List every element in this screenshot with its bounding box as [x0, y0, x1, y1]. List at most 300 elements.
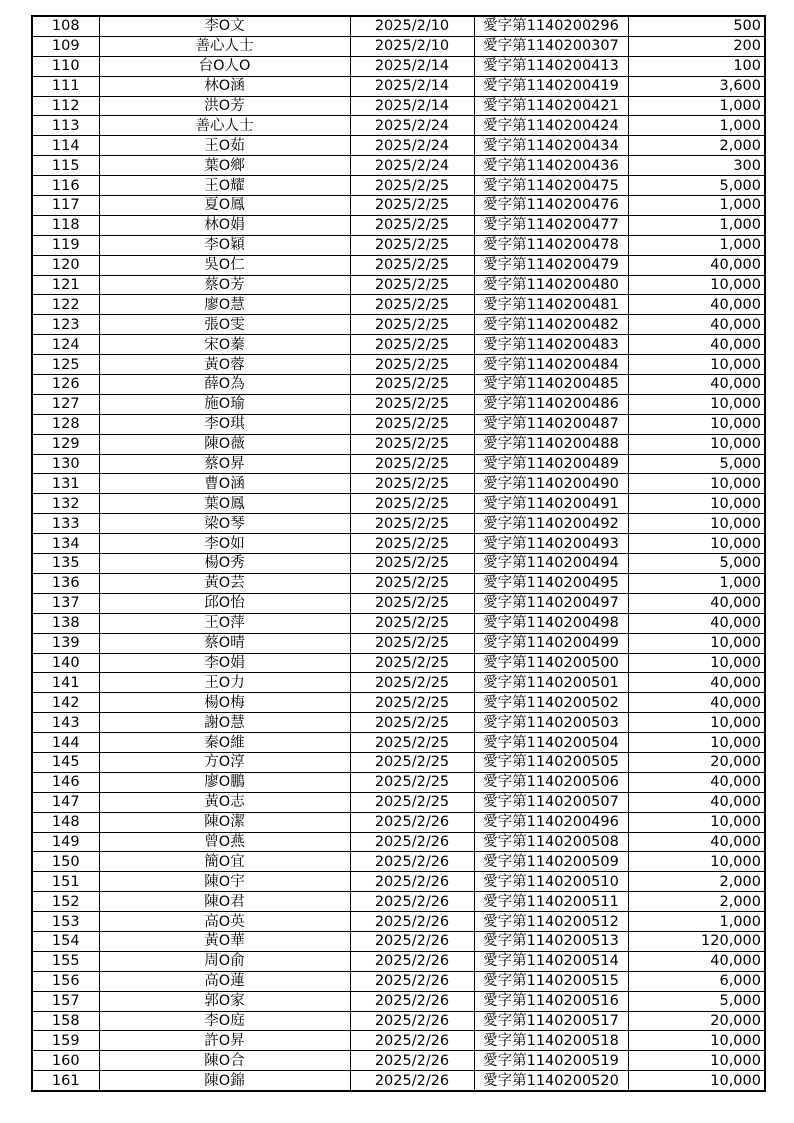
- table-row: [32, 295, 765, 315]
- donation-date: 2025/2/25: [350, 752, 474, 772]
- donation-date: 2025/2/25: [350, 434, 474, 454]
- donor-name: 謝O慧: [99, 713, 350, 733]
- donation-date: 2025/2/26: [350, 971, 474, 991]
- donor-name: 林O娟: [99, 215, 350, 235]
- table-row: [32, 1071, 765, 1091]
- donation-date: 2025/2/26: [350, 931, 474, 951]
- table-row: [32, 554, 765, 574]
- donor-name: 許O昇: [99, 1031, 350, 1051]
- donation-date: 2025/2/26: [350, 951, 474, 971]
- donation-date: 2025/2/25: [350, 593, 474, 613]
- donation-amount: 1,000: [628, 215, 765, 235]
- receipt-number: 愛字第1140200500: [474, 653, 628, 673]
- donation-amount: 10,000: [628, 633, 765, 653]
- donor-name: 廖O慧: [99, 295, 350, 315]
- row-number: 122: [32, 295, 99, 315]
- donation-date: 2025/2/26: [350, 812, 474, 832]
- donation-amount: 40,000: [628, 295, 765, 315]
- row-number: 118: [32, 215, 99, 235]
- donor-name: 郭O家: [99, 991, 350, 1011]
- donation-amount: 10,000: [628, 733, 765, 753]
- donation-date: 2025/2/25: [350, 275, 474, 295]
- receipt-number: 愛字第1140200482: [474, 315, 628, 335]
- donation-amount: 100: [628, 56, 765, 76]
- table-row: [32, 375, 765, 395]
- donation-date: 2025/2/25: [350, 335, 474, 355]
- row-number: 157: [32, 991, 99, 1011]
- donor-name: 台O人O: [99, 56, 350, 76]
- receipt-number: 愛字第1140200475: [474, 176, 628, 196]
- donor-name: 曾O燕: [99, 832, 350, 852]
- receipt-number: 愛字第1140200506: [474, 772, 628, 792]
- donation-date: 2025/2/25: [350, 673, 474, 693]
- row-number: 120: [32, 255, 99, 275]
- donor-name: 薛O為: [99, 375, 350, 395]
- donor-name: 王O力: [99, 673, 350, 693]
- table-row: [32, 971, 765, 991]
- receipt-number: 愛字第1140200503: [474, 713, 628, 733]
- receipt-number: 愛字第1140200483: [474, 335, 628, 355]
- donation-amount: 10,000: [628, 1071, 765, 1091]
- donor-name: 黃O志: [99, 792, 350, 812]
- donation-amount: 40,000: [628, 613, 765, 633]
- receipt-number: 愛字第1140200434: [474, 136, 628, 156]
- donation-date: 2025/2/14: [350, 56, 474, 76]
- donation-amount: 5,000: [628, 176, 765, 196]
- donation-amount: 2,000: [628, 136, 765, 156]
- donation-amount: 5,000: [628, 554, 765, 574]
- donor-name: 李O如: [99, 534, 350, 554]
- row-number: 139: [32, 633, 99, 653]
- donation-amount: 1,000: [628, 912, 765, 932]
- donation-amount: 40,000: [628, 255, 765, 275]
- receipt-number: 愛字第1140200424: [474, 116, 628, 136]
- donation-amount: 20,000: [628, 1011, 765, 1031]
- table-row: [32, 991, 765, 1011]
- donor-name: 李O穎: [99, 235, 350, 255]
- receipt-number: 愛字第1140200477: [474, 215, 628, 235]
- donation-amount: 10,000: [628, 394, 765, 414]
- donation-amount: 1,000: [628, 96, 765, 116]
- row-number: 142: [32, 693, 99, 713]
- receipt-number: 愛字第1140200494: [474, 554, 628, 574]
- row-number: 130: [32, 454, 99, 474]
- donation-date: 2025/2/25: [350, 355, 474, 375]
- receipt-number: 愛字第1140200493: [474, 534, 628, 554]
- table-row: [32, 16, 765, 36]
- donor-name: 施O瑜: [99, 394, 350, 414]
- receipt-number: 愛字第1140200501: [474, 673, 628, 693]
- table-row: [32, 56, 765, 76]
- donation-date: 2025/2/25: [350, 733, 474, 753]
- donation-date: 2025/2/25: [350, 534, 474, 554]
- table-row: [32, 176, 765, 196]
- receipt-number: 愛字第1140200496: [474, 812, 628, 832]
- donation-amount: 10,000: [628, 534, 765, 554]
- receipt-number: 愛字第1140200516: [474, 991, 628, 1011]
- table-row: [32, 593, 765, 613]
- donor-name: 方O淳: [99, 752, 350, 772]
- receipt-number: 愛字第1140200490: [474, 474, 628, 494]
- donor-name: 陳O君: [99, 892, 350, 912]
- donation-date: 2025/2/25: [350, 215, 474, 235]
- table-row: [32, 275, 765, 295]
- table-row: [32, 772, 765, 792]
- table-row: [32, 315, 765, 335]
- donor-name: 黃O芸: [99, 573, 350, 593]
- receipt-number: 愛字第1140200513: [474, 931, 628, 951]
- row-number: 116: [32, 176, 99, 196]
- receipt-number: 愛字第1140200296: [474, 16, 628, 36]
- donation-date: 2025/2/25: [350, 474, 474, 494]
- donation-amount: 1,000: [628, 196, 765, 216]
- receipt-number: 愛字第1140200504: [474, 733, 628, 753]
- receipt-number: 愛字第1140200509: [474, 852, 628, 872]
- receipt-number: 愛字第1140200481: [474, 295, 628, 315]
- donor-name: 葉O鳳: [99, 494, 350, 514]
- donation-date: 2025/2/26: [350, 852, 474, 872]
- table-row: [32, 215, 765, 235]
- donor-name: 善心人士: [99, 36, 350, 56]
- donation-amount: 40,000: [628, 315, 765, 335]
- donor-name: 周O俞: [99, 951, 350, 971]
- table-row: [32, 832, 765, 852]
- table-row: [32, 653, 765, 673]
- donation-date: 2025/2/25: [350, 693, 474, 713]
- donor-name: 王O萍: [99, 613, 350, 633]
- donation-date: 2025/2/25: [350, 255, 474, 275]
- receipt-number: 愛字第1140200507: [474, 792, 628, 812]
- donor-name: 楊O秀: [99, 554, 350, 574]
- donation-date: 2025/2/26: [350, 1031, 474, 1051]
- receipt-number: 愛字第1140200484: [474, 355, 628, 375]
- row-number: 152: [32, 892, 99, 912]
- donor-name: 秦O維: [99, 733, 350, 753]
- donation-date: 2025/2/25: [350, 554, 474, 574]
- donation-amount: 10,000: [628, 514, 765, 534]
- donation-amount: 40,000: [628, 832, 765, 852]
- row-number: 156: [32, 971, 99, 991]
- table-row: [32, 156, 765, 176]
- receipt-number: 愛字第1140200497: [474, 593, 628, 613]
- donation-date: 2025/2/25: [350, 653, 474, 673]
- row-number: 109: [32, 36, 99, 56]
- row-number: 136: [32, 573, 99, 593]
- receipt-number: 愛字第1140200517: [474, 1011, 628, 1031]
- receipt-number: 愛字第1140200508: [474, 832, 628, 852]
- donation-date: 2025/2/25: [350, 196, 474, 216]
- donation-amount: 10,000: [628, 1051, 765, 1071]
- receipt-number: 愛字第1140200520: [474, 1071, 628, 1091]
- row-number: 137: [32, 593, 99, 613]
- donor-name: 梁O琴: [99, 514, 350, 534]
- table-row: [32, 394, 765, 414]
- row-number: 126: [32, 375, 99, 395]
- row-number: 145: [32, 752, 99, 772]
- donor-name: 洪O芳: [99, 96, 350, 116]
- receipt-number: 愛字第1140200476: [474, 196, 628, 216]
- donation-amount: 40,000: [628, 951, 765, 971]
- donor-name: 陳O潔: [99, 812, 350, 832]
- donation-table: [31, 15, 766, 1092]
- receipt-number: 愛字第1140200480: [474, 275, 628, 295]
- receipt-number: 愛字第1140200514: [474, 951, 628, 971]
- donation-amount: 1,000: [628, 116, 765, 136]
- table-row: [32, 852, 765, 872]
- table-row: [32, 335, 765, 355]
- donation-date: 2025/2/24: [350, 116, 474, 136]
- row-number: 146: [32, 772, 99, 792]
- donor-name: 蔡O晴: [99, 633, 350, 653]
- donation-date: 2025/2/25: [350, 375, 474, 395]
- donation-amount: 6,000: [628, 971, 765, 991]
- row-number: 121: [32, 275, 99, 295]
- donation-amount: 120,000: [628, 931, 765, 951]
- table-row: [32, 454, 765, 474]
- row-number: 110: [32, 56, 99, 76]
- donor-name: 陳O薇: [99, 434, 350, 454]
- row-number: 113: [32, 116, 99, 136]
- receipt-number: 愛字第1140200413: [474, 56, 628, 76]
- row-number: 160: [32, 1051, 99, 1071]
- donation-amount: 10,000: [628, 713, 765, 733]
- donation-amount: 300: [628, 156, 765, 176]
- donor-name: 簡O宜: [99, 852, 350, 872]
- receipt-number: 愛字第1140200498: [474, 613, 628, 633]
- donation-date: 2025/2/26: [350, 832, 474, 852]
- donation-amount: 10,000: [628, 434, 765, 454]
- receipt-number: 愛字第1140200486: [474, 394, 628, 414]
- donor-name: 高O蓮: [99, 971, 350, 991]
- donor-name: 黃O蓉: [99, 355, 350, 375]
- table-row: [32, 1031, 765, 1051]
- row-number: 128: [32, 414, 99, 434]
- donation-amount: 10,000: [628, 494, 765, 514]
- donation-date: 2025/2/14: [350, 96, 474, 116]
- table-row: [32, 931, 765, 951]
- row-number: 148: [32, 812, 99, 832]
- donation-date: 2025/2/25: [350, 176, 474, 196]
- table-row: [32, 355, 765, 375]
- receipt-number: 愛字第1140200478: [474, 235, 628, 255]
- donation-date: 2025/2/26: [350, 892, 474, 912]
- receipt-number: 愛字第1140200510: [474, 872, 628, 892]
- receipt-number: 愛字第1140200492: [474, 514, 628, 534]
- donation-amount: 20,000: [628, 752, 765, 772]
- receipt-number: 愛字第1140200419: [474, 76, 628, 96]
- row-number: 129: [32, 434, 99, 454]
- row-number: 133: [32, 514, 99, 534]
- donation-date: 2025/2/25: [350, 295, 474, 315]
- receipt-number: 愛字第1140200488: [474, 434, 628, 454]
- donation-date: 2025/2/25: [350, 494, 474, 514]
- donor-name: 李O文: [99, 16, 350, 36]
- table-row: [32, 892, 765, 912]
- row-number: 131: [32, 474, 99, 494]
- donation-amount: 40,000: [628, 375, 765, 395]
- table-row: [32, 474, 765, 494]
- table-row: [32, 752, 765, 772]
- row-number: 119: [32, 235, 99, 255]
- row-number: 143: [32, 713, 99, 733]
- donation-date: 2025/2/25: [350, 454, 474, 474]
- receipt-number: 愛字第1140200421: [474, 96, 628, 116]
- donor-name: 陳O合: [99, 1051, 350, 1071]
- row-number: 155: [32, 951, 99, 971]
- receipt-number: 愛字第1140200512: [474, 912, 628, 932]
- receipt-number: 愛字第1140200487: [474, 414, 628, 434]
- table-row: [32, 235, 765, 255]
- donor-name: 宋O蓁: [99, 335, 350, 355]
- row-number: 151: [32, 872, 99, 892]
- receipt-number: 愛字第1140200518: [474, 1031, 628, 1051]
- donation-date: 2025/2/26: [350, 1011, 474, 1031]
- table-row: [32, 673, 765, 693]
- row-number: 140: [32, 653, 99, 673]
- donor-name: 陳O錦: [99, 1071, 350, 1091]
- donor-name: 吳O仁: [99, 255, 350, 275]
- row-number: 108: [32, 16, 99, 36]
- donation-date: 2025/2/26: [350, 991, 474, 1011]
- donation-amount: 10,000: [628, 355, 765, 375]
- receipt-number: 愛字第1140200499: [474, 633, 628, 653]
- table-row: [32, 96, 765, 116]
- receipt-number: 愛字第1140200489: [474, 454, 628, 474]
- table-row: [32, 116, 765, 136]
- table-row: [32, 812, 765, 832]
- donor-name: 蔡O昇: [99, 454, 350, 474]
- donation-amount: 40,000: [628, 772, 765, 792]
- donation-amount: 10,000: [628, 852, 765, 872]
- donor-name: 高O英: [99, 912, 350, 932]
- donation-amount: 5,000: [628, 991, 765, 1011]
- donor-name: 林O涵: [99, 76, 350, 96]
- donation-amount: 1,000: [628, 235, 765, 255]
- donor-name: 王O耀: [99, 176, 350, 196]
- row-number: 135: [32, 554, 99, 574]
- donor-name: 曹O涵: [99, 474, 350, 494]
- row-number: 147: [32, 792, 99, 812]
- table-row: [32, 76, 765, 96]
- donor-name: 蔡O芳: [99, 275, 350, 295]
- table-row: [32, 951, 765, 971]
- row-number: 123: [32, 315, 99, 335]
- donor-name: 張O雯: [99, 315, 350, 335]
- receipt-number: 愛字第1140200515: [474, 971, 628, 991]
- table-row: [32, 534, 765, 554]
- donation-date: 2025/2/26: [350, 1051, 474, 1071]
- receipt-number: 愛字第1140200505: [474, 752, 628, 772]
- table-row: [32, 792, 765, 812]
- row-number: 115: [32, 156, 99, 176]
- table-row: [32, 693, 765, 713]
- donation-amount: 10,000: [628, 1031, 765, 1051]
- receipt-number: 愛字第1140200436: [474, 156, 628, 176]
- donation-date: 2025/2/25: [350, 414, 474, 434]
- table-row: [32, 733, 765, 753]
- donation-date: 2025/2/25: [350, 573, 474, 593]
- donor-name: 邱O怡: [99, 593, 350, 613]
- donation-amount: 200: [628, 36, 765, 56]
- donation-date: 2025/2/26: [350, 872, 474, 892]
- donor-name: 王O茹: [99, 136, 350, 156]
- donation-date: 2025/2/10: [350, 36, 474, 56]
- donor-name: 廖O鵬: [99, 772, 350, 792]
- donation-date: 2025/2/26: [350, 912, 474, 932]
- donation-date: 2025/2/24: [350, 136, 474, 156]
- table-row: [32, 713, 765, 733]
- table-row: [32, 633, 765, 653]
- row-number: 154: [32, 931, 99, 951]
- donation-date: 2025/2/25: [350, 514, 474, 534]
- row-number: 117: [32, 196, 99, 216]
- row-number: 132: [32, 494, 99, 514]
- receipt-number: 愛字第1140200511: [474, 892, 628, 912]
- donation-amount: 5,000: [628, 454, 765, 474]
- donation-amount: 3,600: [628, 76, 765, 96]
- donation-date: 2025/2/25: [350, 315, 474, 335]
- donation-amount: 500: [628, 16, 765, 36]
- donation-amount: 10,000: [628, 812, 765, 832]
- donation-date: 2025/2/26: [350, 1071, 474, 1091]
- table-row: [32, 912, 765, 932]
- row-number: 158: [32, 1011, 99, 1031]
- row-number: 159: [32, 1031, 99, 1051]
- table-row: [32, 196, 765, 216]
- donor-name: 陳O宇: [99, 872, 350, 892]
- donor-name: 楊O梅: [99, 693, 350, 713]
- donation-date: 2025/2/25: [350, 772, 474, 792]
- table-row: [32, 872, 765, 892]
- donor-name: 善心人士: [99, 116, 350, 136]
- receipt-number: 愛字第1140200307: [474, 36, 628, 56]
- receipt-number: 愛字第1140200491: [474, 494, 628, 514]
- donation-date: 2025/2/24: [350, 156, 474, 176]
- table-row: [32, 514, 765, 534]
- donation-date: 2025/2/25: [350, 394, 474, 414]
- donation-amount: 40,000: [628, 335, 765, 355]
- row-number: 134: [32, 534, 99, 554]
- donation-date: 2025/2/10: [350, 16, 474, 36]
- table-row: [32, 414, 765, 434]
- donor-name: 葉O鄉: [99, 156, 350, 176]
- table-row: [32, 613, 765, 633]
- row-number: 124: [32, 335, 99, 355]
- receipt-number: 愛字第1140200479: [474, 255, 628, 275]
- table-row: [32, 255, 765, 275]
- table-row: [32, 1011, 765, 1031]
- donation-amount: 40,000: [628, 792, 765, 812]
- donation-amount: 2,000: [628, 872, 765, 892]
- donation-amount: 10,000: [628, 653, 765, 673]
- receipt-number: 愛字第1140200502: [474, 693, 628, 713]
- donation-date: 2025/2/25: [350, 713, 474, 733]
- row-number: 138: [32, 613, 99, 633]
- table-row: [32, 494, 765, 514]
- donation-date: 2025/2/25: [350, 613, 474, 633]
- donation-amount: 40,000: [628, 593, 765, 613]
- row-number: 141: [32, 673, 99, 693]
- donation-amount: 10,000: [628, 275, 765, 295]
- row-number: 161: [32, 1071, 99, 1091]
- row-number: 125: [32, 355, 99, 375]
- table-row: [32, 136, 765, 156]
- row-number: 112: [32, 96, 99, 116]
- receipt-number: 愛字第1140200495: [474, 573, 628, 593]
- row-number: 149: [32, 832, 99, 852]
- table-row: [32, 573, 765, 593]
- row-number: 127: [32, 394, 99, 414]
